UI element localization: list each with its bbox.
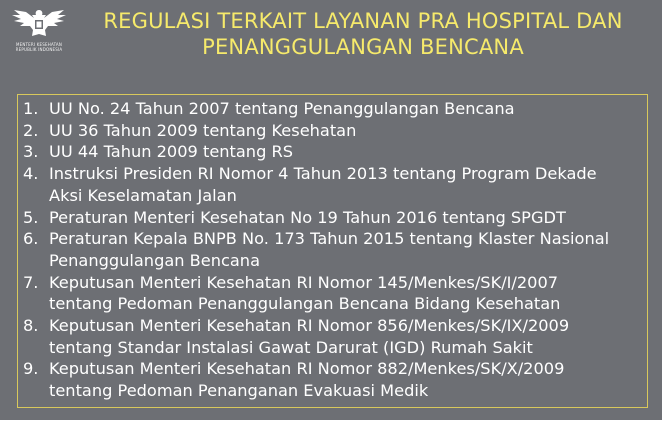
list-item-number: 4. [23, 164, 39, 184]
list-item-line-2: Penanggulangan Bencana [49, 250, 260, 270]
garuda-logo [8, 6, 70, 62]
list-item [23, 228, 648, 271]
regulation-list [23, 98, 648, 402]
list-item [23, 141, 648, 163]
list-item-text [49, 120, 648, 142]
list-item-line-2: tentang Standar Instalasi Gawat Darurat (IGD) Rumah Sakit [49, 337, 533, 357]
list-item-line-1: Keputusan Menteri Kesehatan RI Nomor 882/Menkes/SK/X/2009 [49, 359, 565, 379]
list-item-text [49, 98, 648, 120]
list-item [23, 358, 648, 401]
list-item-line-2: Aksi Keselamatan Jalan [49, 185, 237, 205]
garuda-icon [8, 6, 70, 42]
list-item-line-1: Instruksi Presiden RI Nomor 4 Tahun 2013 tentang Program Dekade [49, 164, 597, 184]
list-item [23, 207, 648, 229]
list-item-line-1: Peraturan Kepala BNPB No. 173 Tahun 2015 tentang Klaster Nasional [49, 229, 610, 249]
list-item-number: 8. [23, 316, 39, 336]
list-item-text [49, 207, 648, 229]
list-item-text [49, 141, 648, 163]
list-item [23, 98, 648, 120]
list-item-number: 9. [23, 359, 39, 379]
list-item-line-1: Peraturan Menteri Kesehatan No 19 Tahun 2016 tentang SPGDT [49, 207, 566, 227]
list-item-line-2: tentang Pedoman Penanganan Evakuasi Medik [49, 381, 429, 401]
list-item-number: 6. [23, 229, 39, 249]
list-item-number: 2. [23, 120, 39, 140]
list-item [23, 315, 648, 358]
list-item-number: 5. [23, 207, 39, 227]
list-item-line-2: tentang Pedoman Penanggulangan Bencana Bidang Kesehatan [49, 294, 561, 314]
list-item-line-1: UU 36 Tahun 2009 tentang Kesehatan [49, 120, 357, 140]
list-item [23, 120, 648, 142]
list-item [23, 163, 648, 206]
list-item-number: 1. [23, 99, 39, 118]
list-item-number: 7. [23, 272, 39, 292]
list-item-text [49, 315, 648, 358]
list-item [23, 272, 648, 315]
list-item-line-1: Keputusan Menteri Kesehatan RI Nomor 856/Menkes/SK/IX/2009 [49, 316, 570, 336]
list-item-line-1: Keputusan Menteri Kesehatan RI Nomor 145/Menkes/SK/I/2007 [49, 272, 559, 292]
page-title [72, 8, 654, 60]
list-item-text [49, 272, 648, 315]
list-item-text [49, 228, 648, 271]
list-item-line-1: UU No. 24 Tahun 2007 tentang Penanggulangan Bencana [49, 99, 515, 118]
title-line-1: REGULASI TERKAIT LAYANAN PRA HOSPITAL DAN [103, 9, 623, 33]
list-item-text [49, 163, 648, 206]
list-item-number: 3. [23, 142, 39, 162]
logo-caption: MENTERI KESEHATAN REPUBLIK INDONESIA [15, 42, 63, 52]
list-item-line-1: UU 44 Tahun 2009 tentang RS [49, 142, 294, 162]
list-item-text [49, 358, 648, 401]
title-line-2: PENANGGULANGAN BENCANA [202, 35, 524, 59]
